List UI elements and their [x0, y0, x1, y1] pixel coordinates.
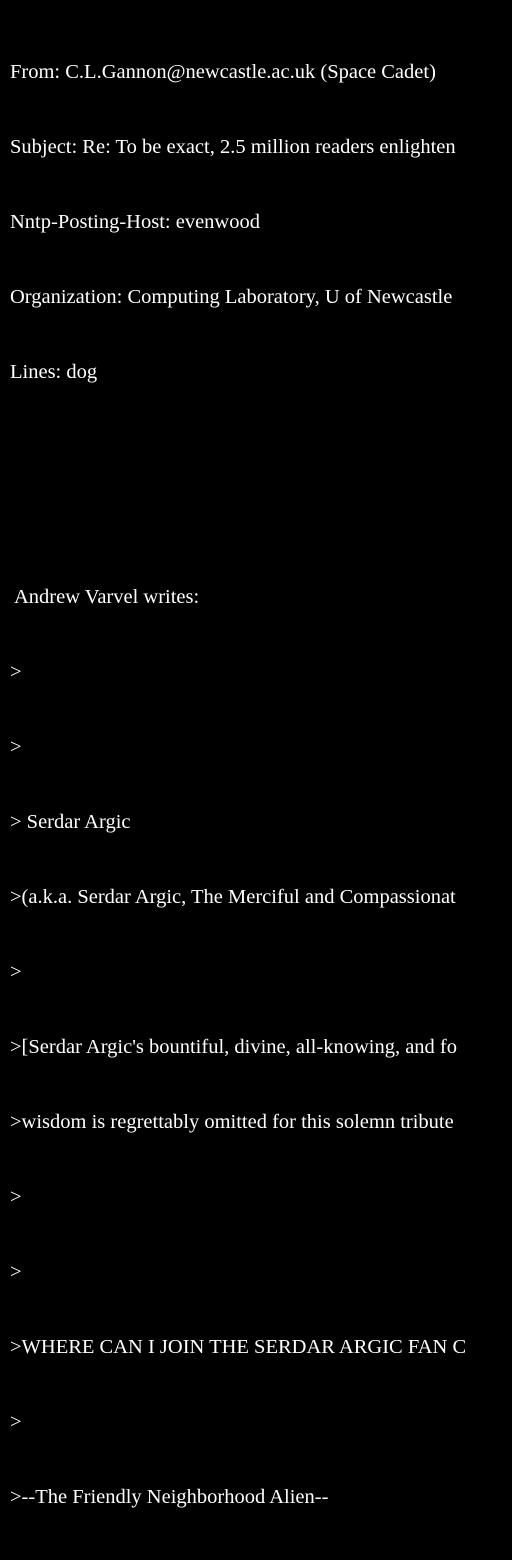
blank-line — [10, 435, 466, 460]
quoted-line: >wisdom is regrettably omitted for this solemn tribute — [10, 1111, 454, 1133]
quoted-line: > — [10, 1261, 22, 1283]
header-organization: Organization: Computing Laboratory, U of Newcastle — [10, 286, 453, 308]
quoted-line: > — [10, 961, 22, 983]
quoted-line: >(a.k.a. Serdar Argic, The Merciful and Compassionat — [10, 886, 456, 908]
quoted-line: >WHERE CAN I JOIN THE SERDAR ARGIC FAN C — [10, 1336, 467, 1358]
header-from: From: C.L.Gannon@newcastle.ac.uk (Space Cadet) — [10, 61, 436, 83]
header-nntp-posting-host: Nntp-Posting-Host: evenwood — [10, 211, 260, 233]
blank-line — [10, 510, 466, 535]
quoted-signature-line: >--The Friendly Neighborhood Alien-- — [10, 1486, 329, 1508]
quoted-line: > — [10, 661, 22, 683]
message-body — [10, 10, 466, 1560]
quoted-line: > Serdar Argic — [10, 811, 131, 833]
quoted-line: >[Serdar Argic's bountiful, divine, all-knowing, and fo — [10, 1036, 458, 1058]
header-subject: Subject: Re: To be exact, 2.5 million readers enlighten — [10, 136, 456, 158]
attribution-line: Andrew Varvel writes: — [10, 586, 200, 608]
quoted-line: > — [10, 1186, 22, 1208]
quoted-line: > — [10, 736, 22, 758]
quoted-line: > — [10, 1411, 22, 1433]
header-lines: Lines: dog — [10, 361, 98, 383]
